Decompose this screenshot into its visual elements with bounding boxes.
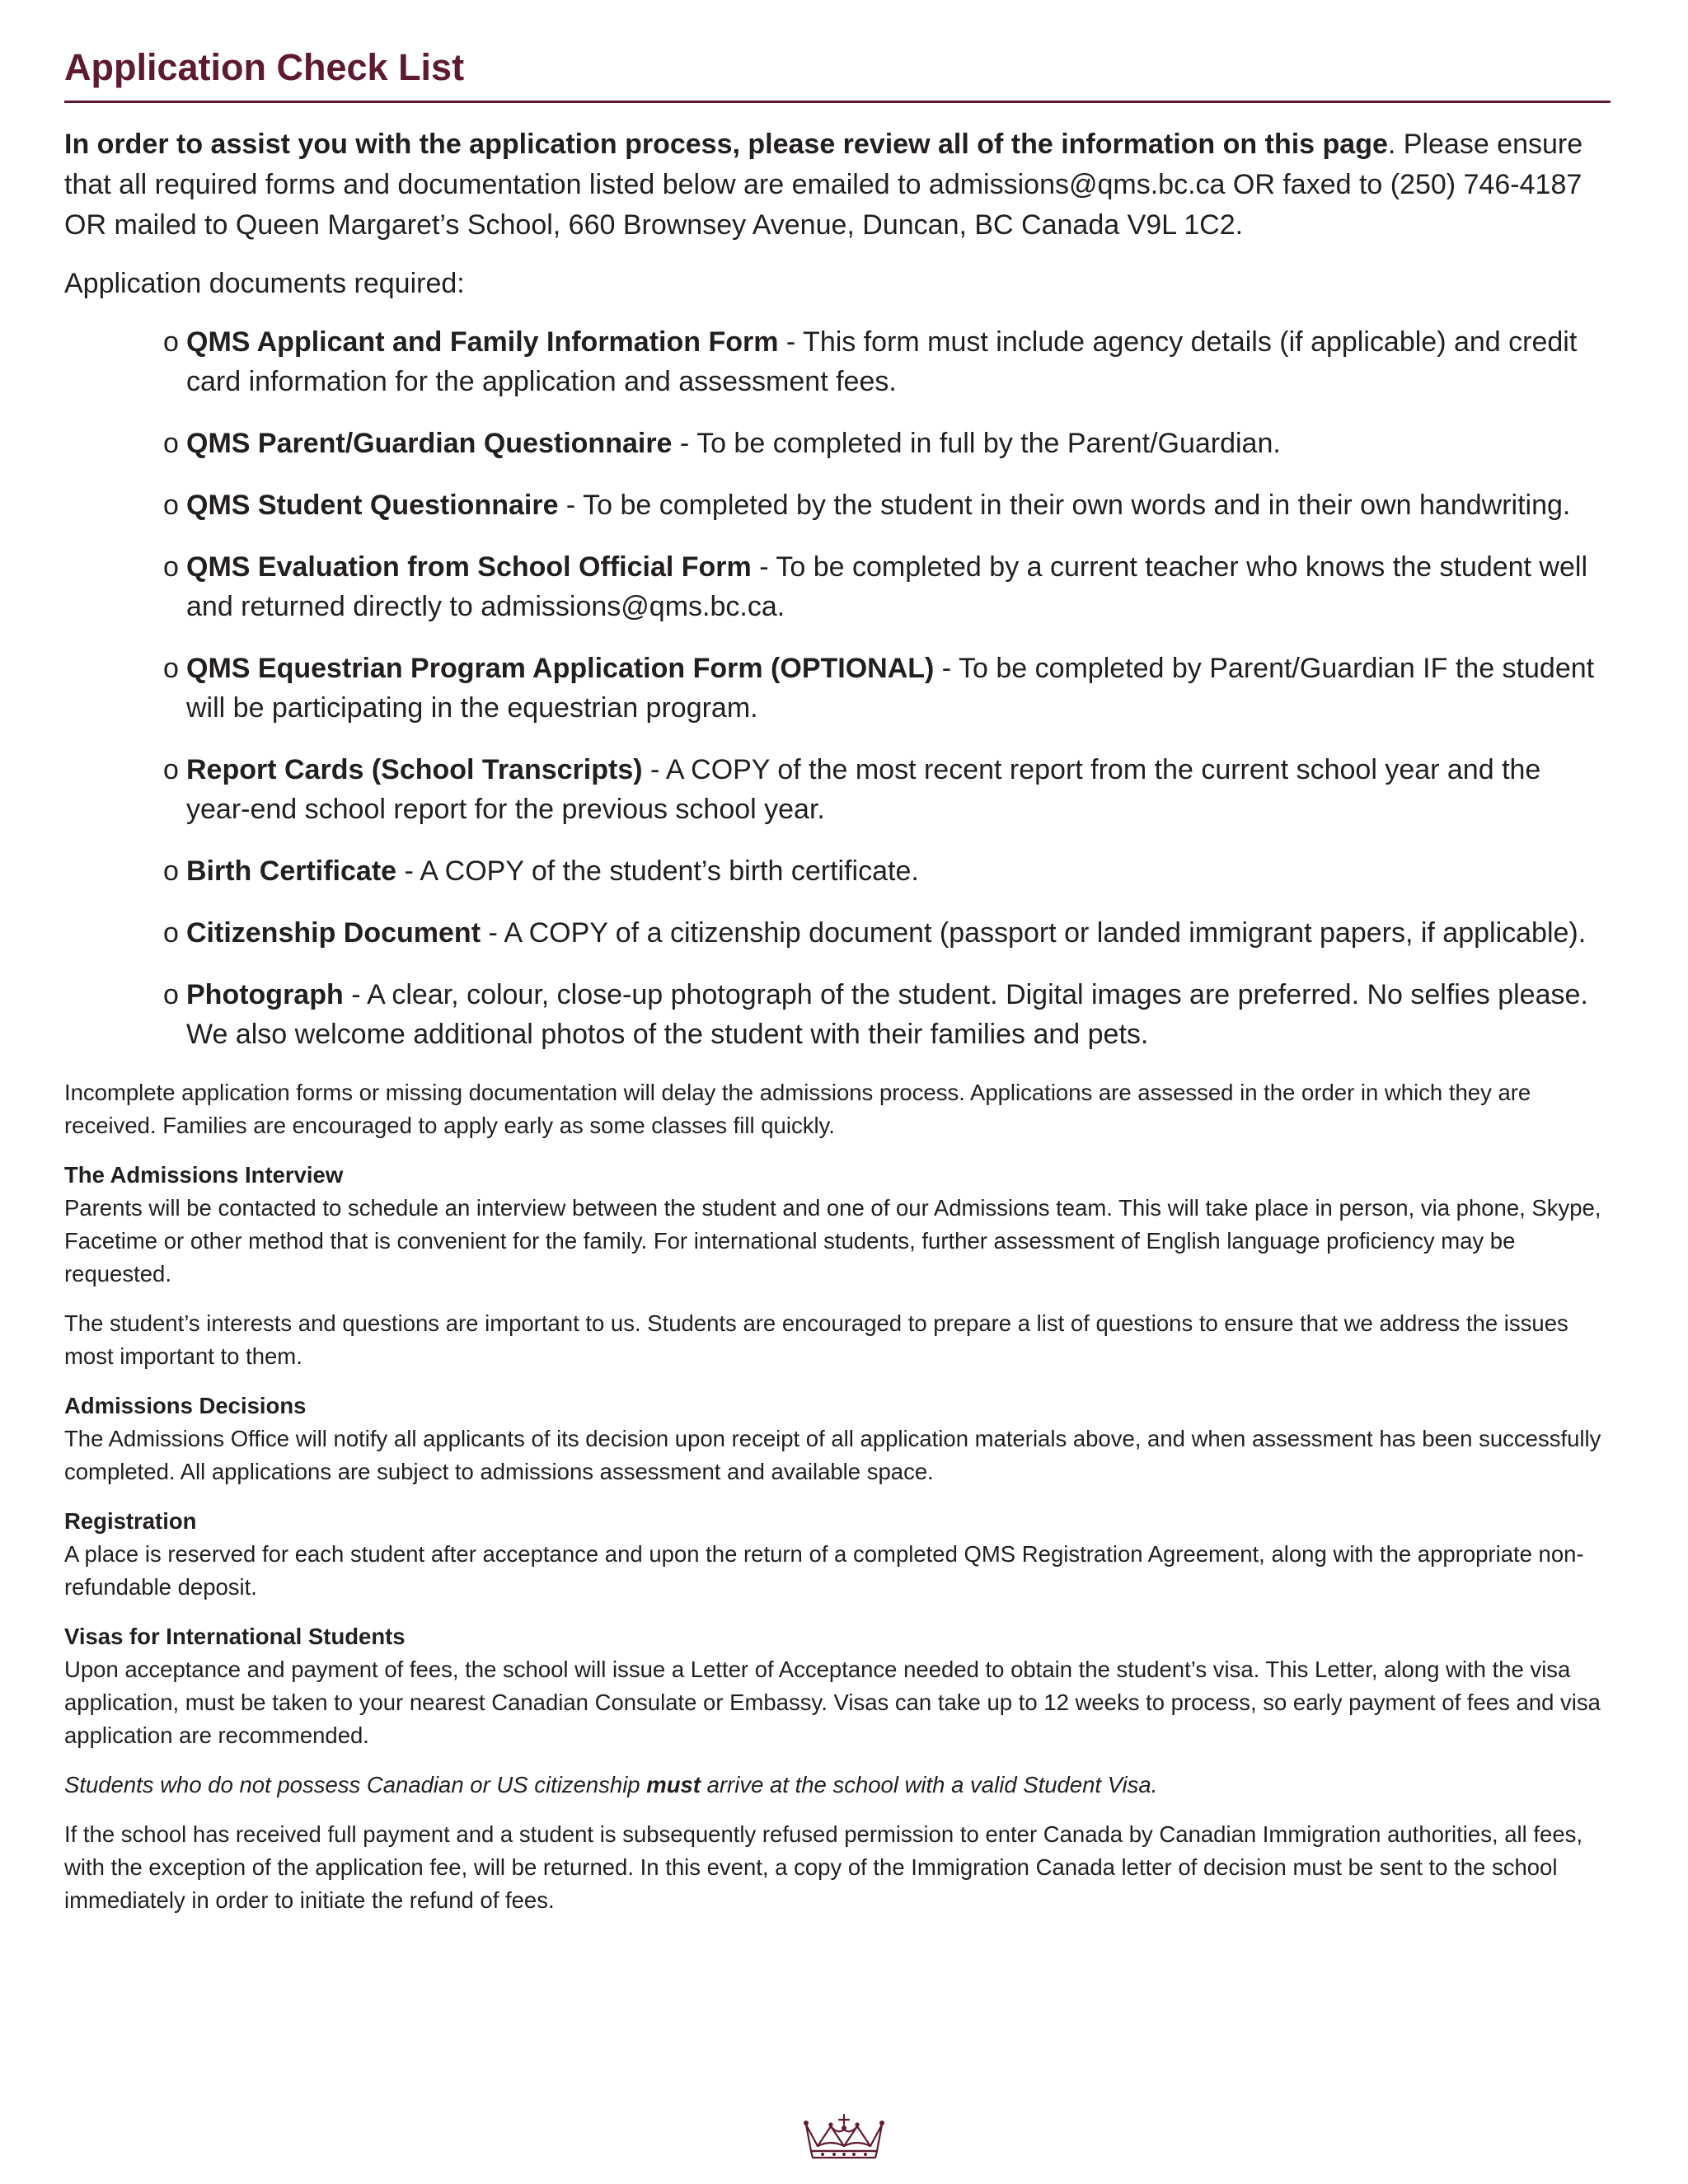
registration-section (64, 1505, 1611, 1604)
list-item (163, 913, 1611, 953)
checkbox-bullet: o (163, 490, 179, 521)
section-paragraph: The student’s interests and questions are important to us. Students are encouraged to prepare a list of questions to ensure that we address the issues most important to them. (64, 1310, 1568, 1369)
list-item (163, 322, 1611, 401)
note-text: Students who do not possess Canadian or US citizenship (64, 1772, 647, 1797)
document-name: QMS Parent/Guardian Questionnaire (186, 428, 673, 459)
document-name: Citizenship Document (186, 917, 481, 949)
list-item (163, 485, 1611, 525)
incomplete-notice: Incomplete application forms or missing documentation will delay the admissions process. Applications are assessed in the order in which they are received. Families are encouraged to apply early as some classes fill quickly. (64, 1080, 1531, 1138)
document-name: Photograph (186, 979, 344, 1010)
section-heading: Admissions Decisions (64, 1393, 307, 1418)
document-name: Birth Certificate (186, 855, 397, 887)
list-item (163, 424, 1611, 463)
page-title: Application Check List (64, 46, 465, 88)
list-item (163, 547, 1611, 626)
document-name: QMS Applicant and Family Information Form (186, 326, 779, 358)
crown-icon (798, 2110, 890, 2163)
document-description: - A COPY of the most recent report from the current school year and the year-end school report for the previous school year. (186, 754, 1541, 825)
documents-label: Application documents required: (64, 268, 465, 299)
title-divider (64, 101, 1611, 103)
documents-checklist (64, 322, 1611, 1054)
list-item (163, 975, 1611, 1054)
intro-bold-text: In order to assist you with the application process, please review all of the information on this page (64, 129, 1388, 160)
checkbox-bullet: o (163, 428, 179, 459)
document-name: Report Cards (School Transcripts) (186, 754, 643, 785)
section-heading: Registration (64, 1508, 197, 1534)
section-heading: Visas for International Students (64, 1624, 406, 1649)
document-description: - To be completed by Parent/Guardian IF the student will be participating in the equestrian program. (186, 653, 1595, 724)
section-paragraph: Parents will be contacted to schedule an interview between the student and one of our Admissions team. This will take place in person, via phone, Skype, Facetime or other method that is convenient for the family. For international students, further assessment of English language proficiency may be requested. (64, 1195, 1601, 1286)
visa-requirement-note (64, 1769, 1611, 1802)
list-item (163, 851, 1611, 891)
section-paragraph: If the school has received full payment and a student is subsequently refused permission to enter Canada by Canadian Immigration authorities, all fees, with the exception of the application fee, will be returned. In this event, a copy of the Immigration Canada letter of decision must be sent to the school immediately in order to initiate the refund of fees. (64, 1821, 1583, 1913)
document-description: - A COPY of the student’s birth certificate. (396, 855, 919, 887)
checkbox-bullet: o (163, 326, 179, 358)
document-name: QMS Equestrian Program Application Form (OPTIONAL) (186, 653, 935, 684)
document-description: - A COPY of a citizenship document (passport or landed immigrant papers, if applicable). (481, 917, 1587, 949)
document-description: - To be completed by the student in their own words and in their own handwriting. (558, 490, 1571, 521)
document-description: - This form must include agency details (if applicable) and credit card information for the application and assessment fees. (186, 326, 1578, 397)
intro-paragraph (64, 124, 1611, 246)
list-item (163, 649, 1611, 728)
list-item (163, 750, 1611, 829)
checkbox-bullet: o (163, 551, 179, 583)
document-name: QMS Evaluation from School Official Form (186, 551, 752, 583)
document-name: QMS Student Questionnaire (186, 490, 559, 521)
checkbox-bullet: o (163, 979, 179, 1010)
document-description: - A clear, colour, close-up photograph of the student. Digital images are preferred. No selfies please. We also welcome additional photos of the student with their families and pets. (186, 979, 1588, 1050)
document-page (64, 0, 1611, 1917)
intro-text: . Please ensure that all required forms and documentation listed below are emailed to admissions@qms.bc.ca OR faxed to (250) 746-4187 OR mailed to Queen Margaret’s School, 660 Brownsey Avenue, Duncan, BC Canada V9L 1C2. (64, 129, 1583, 241)
visas-section (64, 1620, 1611, 1917)
section-heading: The Admissions Interview (64, 1162, 344, 1188)
section-paragraph: A place is reserved for each student after acceptance and upon the return of a completed QMS Registration Agreement, along with the appropriate non-refundable deposit. (64, 1541, 1584, 1600)
note-text: arrive at the school with a valid Student Visa. (700, 1772, 1158, 1797)
checkbox-bullet: o (163, 754, 179, 785)
document-description: - To be completed in full by the Parent/Guardian. (672, 428, 1281, 459)
checkbox-bullet: o (163, 653, 179, 684)
section-paragraph: Upon acceptance and payment of fees, the school will issue a Letter of Acceptance needed to obtain the student’s visa. This Letter, along with the visa application, must be taken to your nearest Canadian Consulate or Embassy. Visas can take up to 12 weeks to process, so early payment of fees and visa application are recommended. (64, 1657, 1601, 1748)
section-paragraph: The Admissions Office will notify all applicants of its decision upon receipt of all application materials above, and when assessment has been successfully completed. All applications are subject to admissions assessment and available space. (64, 1426, 1601, 1484)
document-description: - To be completed by a current teacher who knows the student well and returned directly to admissions@qms.bc.ca. (186, 551, 1588, 622)
interview-section (64, 1159, 1611, 1373)
note-emphasis: must (646, 1772, 701, 1797)
decisions-section (64, 1390, 1611, 1488)
checkbox-bullet: o (163, 855, 179, 887)
checkbox-bullet: o (163, 917, 179, 949)
